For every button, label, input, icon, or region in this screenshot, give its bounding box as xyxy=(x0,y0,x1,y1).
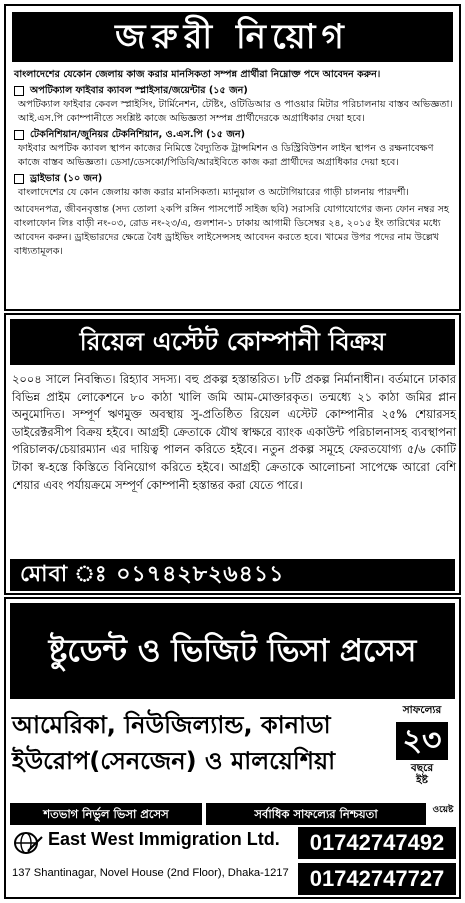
visa-banner-title: ষ্টুডেন্ট ও ভিজিট ভিসা প্রসেস xyxy=(10,603,455,699)
east-label: ইষ্ট xyxy=(416,774,428,786)
checkbox-icon xyxy=(14,130,24,140)
success-years: ২৩ xyxy=(396,722,447,760)
tagline-accurate: শতভাগ নির্ভুল ভিসা প্রসেস xyxy=(10,803,202,825)
company-address: 137 Shantinagar, Novel House (2nd Floor), Dhaka-1217 xyxy=(12,867,289,879)
recruitment-intro: বাংলাদেশের যেকোন জেলায় কাজ করার মানসিকতা সম্পন্ন প্রার্থীরা নিম্নোক্ত পদে আবেদন করুন। xyxy=(14,69,381,80)
countries-line: আমেরিকা, নিউজিল্যান্ড, কানাডা xyxy=(12,711,331,739)
company-name: East West Immigration Ltd. xyxy=(48,829,280,849)
phone-list xyxy=(298,827,456,899)
visa-process-ad xyxy=(4,597,461,899)
company-logo-icon xyxy=(14,831,44,855)
job-recruitment-ad xyxy=(4,4,461,311)
position-description: বাংলাদেশের যে কোন জেলায় কাজ করার মানসিকতা। ম্যানুয়াল ও অটোগিয়ারের গাড়ী চালনায় পারদর্শী। xyxy=(18,187,409,198)
position-heading xyxy=(14,172,454,186)
position-title: ড্রাইভার (১০ জন) xyxy=(30,173,103,184)
position-description: অপটিক্যাল ফাইবার কেবল স্প্লাইসিং, টার্মিনেশন, টেষ্টিং, ওটিডিআর ও পাওয়ার মিটার পরিচালনায় বাস্তব অভিজ্ঞতা। আই.এস.পি কোম্পানীতে সংশ্লিষ্ট কাজে অভিজ্ঞতা সম্পন্ন প্রার্থীদেরকে অগ্রাধিকার দেয়া হবে। xyxy=(18,99,453,124)
west-label: ওয়েষ্ট xyxy=(432,805,454,815)
position-description: ফাইবার অপটিক ক্যাবল স্থাপন কাজের নিমিত্তে বৈদ্যুতিক ট্রান্সমিশন ও ডিস্ট্রিবিউশন লাইন স্থাপন ও রক্ষনাবেক্ষণ কাজে বাস্তব অভিজ্ঞতা। ডেসা/ডেসকো/পিডিবি/আরইবিতে কাজ করা প্রার্থীদের অগ্রাধিকার দেয়া হবে। xyxy=(18,143,434,168)
real-estate-sale-ad xyxy=(4,313,461,595)
countries-list xyxy=(12,707,382,779)
recruitment-body xyxy=(14,68,454,259)
position-heading xyxy=(14,84,454,98)
tagline-success: সর্বাধিক সাফল্যের নিশ্চয়তা xyxy=(206,803,426,825)
application-instructions: আবেদনপত্র, জীবনবৃত্তান্ত (সদ্য তোলা ২কপি রঙ্গিন পাসপোর্ট সাইজ ছবি) সরাসরি যোগাযোগের জন্য ফোন নম্বর সহ বাংলাফোন লিঃ বাড়ী নং-০৩, রোড নং-২৩/এ, গুলশান-১ ঢাকায় আগামী ডিসেম্বর ২৪, ২০১৫ ইং তারিখের মধ্যে আবেদন করুন। ড্রাইভারদের ক্ষেত্রে বৈধ ড্রাইভিং লাইসেন্সসহ আবেদন করতে হবে। খামের উপর পদের নাম উল্লেখ বাধ্যতামূলক। xyxy=(14,204,449,257)
tagline-row xyxy=(10,803,455,825)
years-label: বছরে xyxy=(410,762,434,774)
checkbox-icon xyxy=(14,174,24,184)
success-label: সাফল্যের xyxy=(402,704,442,716)
position-title: অপটিক্যাল ফাইবার ক্যাবল স্প্লাইসার/জয়েন্টার (১৫ জন) xyxy=(30,85,248,96)
phone-number[interactable]: 01742747492 xyxy=(298,827,456,859)
real-estate-body: ২০০৪ সালে নিবন্ধিত। রিহ্যাব সদস্য। বহু প্রকল্প হস্তান্তরিত। ৮টি প্রকল্প নির্মানাধীন। বর্তমানে ঢাকার বিভিন্ন প্রাইম লোকেশনে ৮০ কাঠা খালি জমি আম-মোক্তারকৃত। তন্মধ্যে ২১ কাঠা জমির প্লান অনুমোদিত। সম্পূর্ণ ঋণমুক্ত অবস্থায় সু-প্রতিষ্ঠিত রিয়েল এস্টেট কোম্পানীর ২৫% শেয়ারসহ ডাইরেক্টরসীপ বিক্রয় হইবে। আগ্রহী ক্রেতাকে যৌথ স্বাক্ষরে ব্যাংক একাউন্ট পরিচালনাসহ ব্যবস্থাপনা পরিচালক/চেয়ারম্যান এর দায়িত্ব পালন করিতে হইবে। নতুন প্রকল্প সমূহে ফেরতযোগ্য ৫/৬ কোটি টাকা স্ব-হস্তে কিস্তিতে বিনিয়োগ করিতে হইবে। আগ্রহী ক্রেতাকে আলোচনা সাপেক্ষে আরো বেশি শেয়ার এবং পর্যায়ক্রমে সম্পূর্ণ কোম্পানী হস্তান্তর করা যেতে পারে। xyxy=(12,372,456,492)
phone-number[interactable]: 01742747727 xyxy=(298,863,456,895)
mobile-number-bar: মোবা ঃ ০১৭৪২৮২৬৪১১ xyxy=(10,559,455,591)
countries-line: ইউরোপ(সেনজেন) ও মালয়েশিয়া xyxy=(12,747,336,775)
checkbox-icon xyxy=(14,86,24,96)
real-estate-banner-title: রিয়েল এস্টেট কোম্পানী বিক্রয় xyxy=(10,319,455,365)
position-title: টেকনিশিয়ান/জুনিয়র টেকনিশিয়ান, ও.এস.পি (১৫ জন) xyxy=(30,129,246,140)
recruitment-banner-title: জরুরী নিয়োগ xyxy=(12,12,453,62)
success-years-badge xyxy=(386,703,458,799)
position-heading xyxy=(14,128,454,142)
